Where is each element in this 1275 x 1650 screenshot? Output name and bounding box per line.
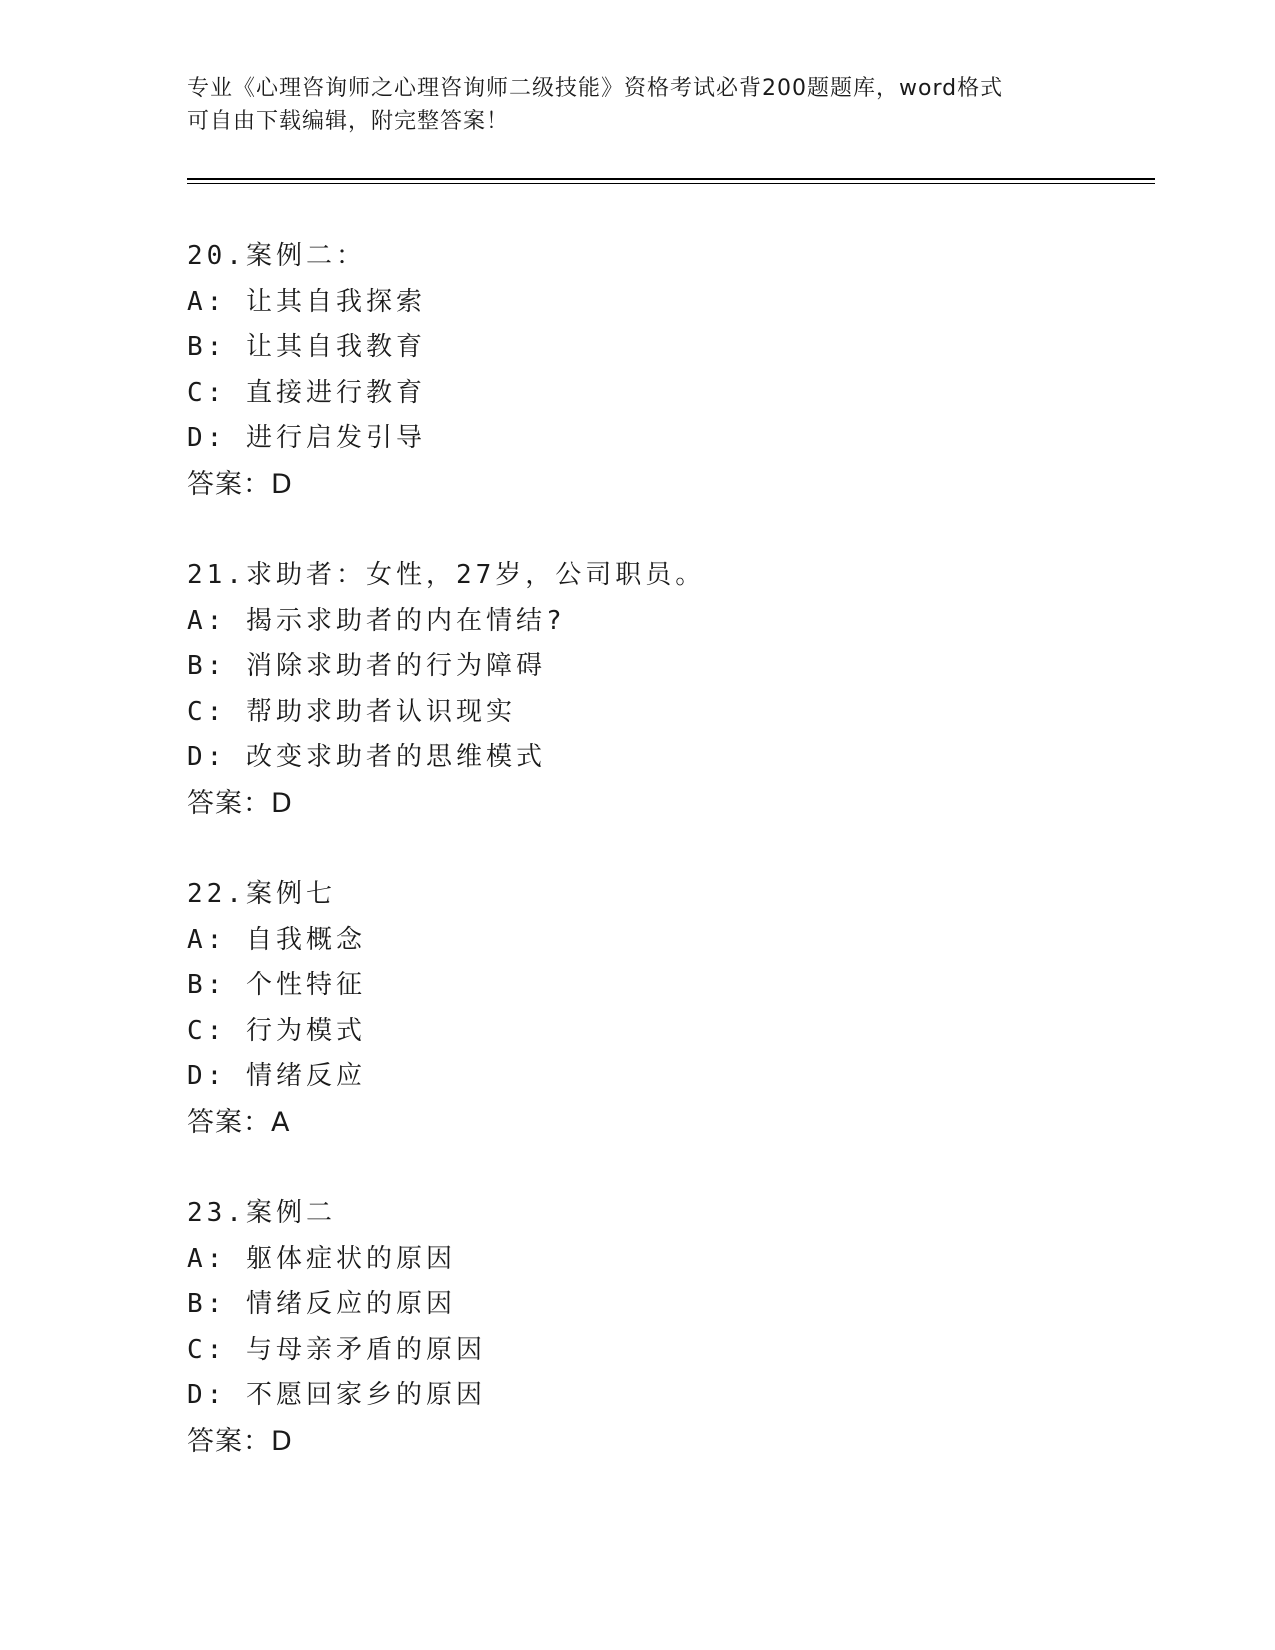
header-rule-thick xyxy=(187,178,1155,180)
question-23 xyxy=(187,1191,1147,1464)
question-list xyxy=(187,234,1147,1510)
option-c: C: 直接进行教育 xyxy=(187,377,426,408)
option-d: D: 不愿回家乡的原因 xyxy=(187,1380,486,1410)
option-c: C: 帮助求助者认识现实 xyxy=(187,696,516,727)
answer-label: 答案： xyxy=(187,787,271,819)
answer-value: A xyxy=(271,1106,291,1138)
option-a: A: 让其自我探索 xyxy=(187,286,426,317)
option-b: B: 情绪反应的原因 xyxy=(187,1289,456,1319)
option-a: A: 躯体症状的原因 xyxy=(187,1243,456,1274)
header-line-2: 可自由下载编辑，附完整答案！ xyxy=(187,109,510,134)
question-stem: 21.求助者：女性，27岁，公司职员。 xyxy=(187,560,706,590)
header-line-1: 专业《心理咨询师之心理咨询师二级技能》资格考试必背200题题库，word格式 xyxy=(187,76,1004,101)
question-21 xyxy=(187,553,1147,826)
question-stem: 20.案例二： xyxy=(187,241,366,271)
answer-line xyxy=(187,781,1147,827)
answer-value: D xyxy=(271,787,293,819)
answer-label: 答案： xyxy=(187,1425,271,1457)
document-header xyxy=(187,72,1067,138)
answer-line xyxy=(187,1100,1147,1146)
header-rule-thin xyxy=(187,183,1155,184)
answer-value: D xyxy=(271,1425,293,1457)
answer-label: 答案： xyxy=(187,1106,271,1138)
answer-label: 答案： xyxy=(187,468,271,500)
option-b: B: 让其自我教育 xyxy=(187,332,426,362)
question-20 xyxy=(187,234,1147,507)
option-a: A: 自我概念 xyxy=(187,924,366,955)
option-c: C: 与母亲矛盾的原因 xyxy=(187,1334,486,1365)
option-a: A: 揭示求助者的内在情结? xyxy=(187,605,566,636)
option-d: D: 情绪反应 xyxy=(187,1061,366,1091)
option-b: B: 消除求助者的行为障碍 xyxy=(187,651,546,681)
answer-line xyxy=(187,1419,1147,1465)
question-22 xyxy=(187,872,1147,1145)
option-b: B: 个性特征 xyxy=(187,970,366,1000)
question-stem: 23.案例二 xyxy=(187,1198,336,1228)
answer-line xyxy=(187,462,1147,508)
option-c: C: 行为模式 xyxy=(187,1015,366,1046)
question-stem: 22.案例七 xyxy=(187,879,336,909)
option-d: D: 进行启发引导 xyxy=(187,423,426,453)
answer-value: D xyxy=(271,468,293,500)
option-d: D: 改变求助者的思维模式 xyxy=(187,742,546,772)
